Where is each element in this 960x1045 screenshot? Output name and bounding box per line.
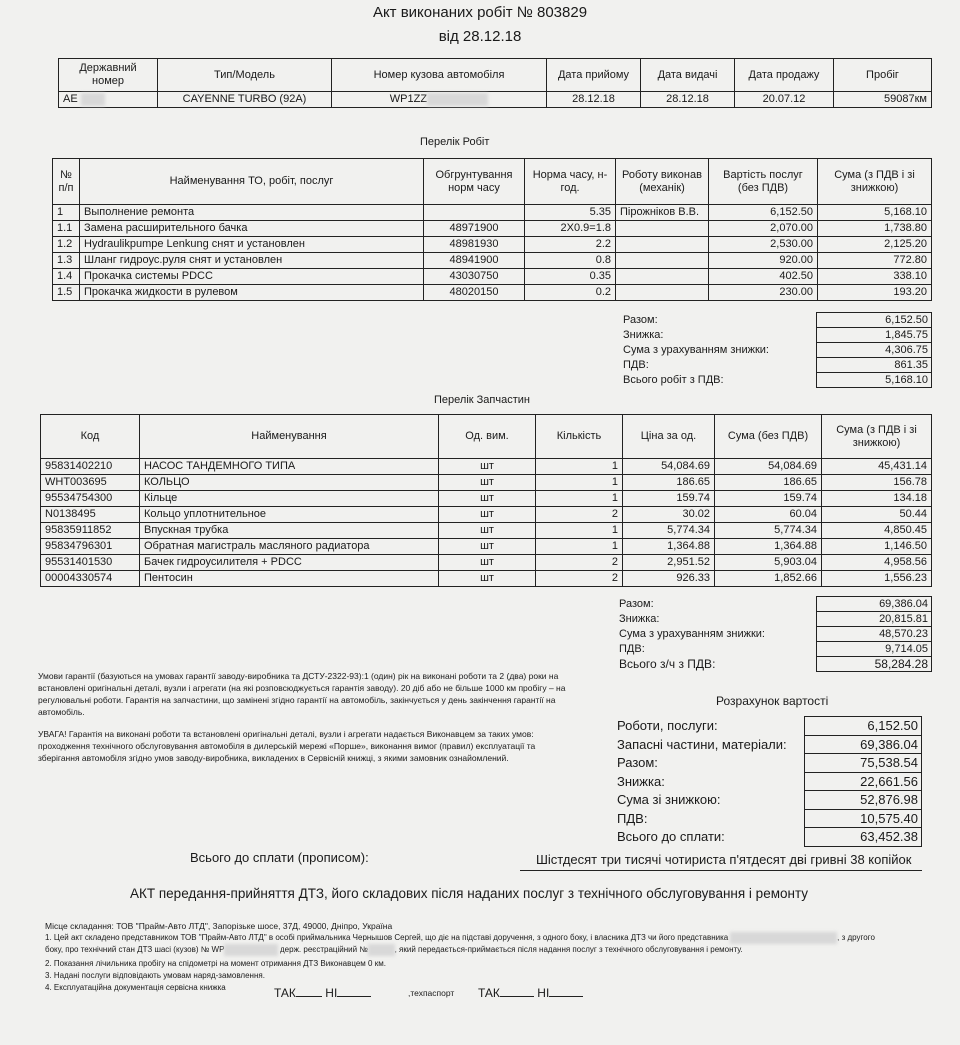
works-cell xyxy=(424,205,525,221)
act-date: від 28.12.18 xyxy=(438,28,522,45)
yes-blank[interactable] xyxy=(500,996,534,997)
transfer-item-2: 2. Показання лічильника пробігу на спідометрі на момент отримання ДТЗ Виконавцем 0 км. xyxy=(45,959,386,968)
works-cell: 2.2 xyxy=(525,237,616,253)
warranty-terms: Умови гарантії (базуються на умовах гарантії заводу-виробника та ДСТУ-2322-93):1 (один) рік на виконані роботи та 2 (два) роки на встановлені оригінальні деталі, вузли і агрегати (на які розповсюджується гарантія заводу). 20 діб або не більше 1000 км пробігу – на регулювальні роботи. Гарантія на запчастини, що замінені згідно гарантії на автомобіль, закінчується у день закінчення гарантії на автомобіль. xyxy=(38,671,566,717)
parts-cell: 50.44 xyxy=(822,507,932,523)
parts-cell: 60.04 xyxy=(715,507,822,523)
parts-cell: 00004330574 xyxy=(41,571,140,587)
works-summary-label: Сума з урахуванням знижки: xyxy=(623,344,769,356)
passport-checkbox-row xyxy=(478,986,583,1000)
yes-label: ТАК xyxy=(478,986,500,1000)
parts-cell: 95834796301 xyxy=(41,539,140,555)
works-cell: 193.20 xyxy=(818,285,932,301)
calc-label: Разом: xyxy=(617,755,658,770)
works-cell: Замена расширительного бачка xyxy=(80,221,424,237)
works-cell: 2,125.20 xyxy=(818,237,932,253)
works-cell: 0.35 xyxy=(525,269,616,285)
parts-cell: 1,556.23 xyxy=(822,571,932,587)
transfer-title: АКТ передання-прийняття ДТЗ, його складових після наданих послуг з технічного обслуговування і ремонту xyxy=(130,886,809,901)
parts-col-code: Код xyxy=(41,415,140,459)
works-col-num: № п/п xyxy=(53,159,80,205)
calc-value: 52,876.98 xyxy=(805,791,922,810)
act-title: Акт виконаних робіт № 803829 xyxy=(372,4,588,21)
parts-cell: 1 xyxy=(536,475,623,491)
vehicle-issued-date: 28.12.18 xyxy=(641,92,735,108)
works-cell xyxy=(616,285,709,301)
works-cell: Прокачка системы PDCC xyxy=(80,269,424,285)
calc-value: 10,575.40 xyxy=(805,809,922,828)
parts-col-unit: Од. вим. xyxy=(439,415,536,459)
works-cell: 48981930 xyxy=(424,237,525,253)
parts-summary-value: 20,815.81 xyxy=(817,612,932,627)
total-words-underline xyxy=(520,870,922,871)
works-summary-label: Разом: xyxy=(623,314,658,326)
parts-cell: 156.78 xyxy=(822,475,932,491)
calc-value: 6,152.50 xyxy=(805,717,922,736)
works-cell: 48971900 xyxy=(424,221,525,237)
docs-checkbox-row xyxy=(274,986,371,1000)
transfer-place: Місце складання: ТОВ "Прайм-Авто ЛТД", Запорізьке шосе, 37Д, 49000, Дніпро, Україна xyxy=(45,921,393,931)
parts-cell: КОЛЬЦО xyxy=(140,475,439,491)
parts-summary-label: Знижка: xyxy=(619,613,660,625)
works-summary-label: Всього робіт з ПДВ: xyxy=(623,374,724,386)
works-cell: 0.2 xyxy=(525,285,616,301)
works-summary-value: 4,306.75 xyxy=(817,343,932,358)
parts-col-qty: Кількість xyxy=(536,415,623,459)
parts-cell: 1,852.66 xyxy=(715,571,822,587)
parts-cell: 186.65 xyxy=(715,475,822,491)
works-col-hours: Норма часу, н-год. xyxy=(525,159,616,205)
parts-row xyxy=(41,459,932,475)
vehicle-mileage: 59087км xyxy=(834,92,932,108)
vehicle-table xyxy=(58,58,932,108)
parts-cell: 45,431.14 xyxy=(822,459,932,475)
vehicle-sale-date: 20.07.12 xyxy=(735,92,834,108)
works-col-name: Найменування ТО, робіт, послуг xyxy=(80,159,424,205)
works-col-mechanic: Роботу виконав (механік) xyxy=(616,159,709,205)
parts-cell: Обратная магистраль масляного радиатора xyxy=(140,539,439,555)
parts-summary-value: 48,570.23 xyxy=(817,627,932,642)
works-cell: 1 xyxy=(53,205,80,221)
works-cell: 43030750 xyxy=(424,269,525,285)
parts-cell: 95534754300 xyxy=(41,491,140,507)
parts-cell: Пентосин xyxy=(140,571,439,587)
parts-row xyxy=(41,555,932,571)
parts-col-total: Сума (з ПДВ і зі знижкою) xyxy=(822,415,932,459)
parts-cell: 1,146.50 xyxy=(822,539,932,555)
parts-cell: 95831402210 xyxy=(41,459,140,475)
parts-summary-label: Сума з урахуванням знижки: xyxy=(619,628,765,640)
vehicle-col-vin: Номер кузова автомобіля xyxy=(332,59,547,92)
vehicle-col-plate: Державний номер xyxy=(59,59,158,92)
works-cell xyxy=(616,221,709,237)
parts-cell: шт xyxy=(439,523,536,539)
works-cell: 1,738.80 xyxy=(818,221,932,237)
parts-cell: 926.33 xyxy=(623,571,715,587)
works-cell xyxy=(616,237,709,253)
works-cell: Пірожніков В.В. xyxy=(616,205,709,221)
works-table xyxy=(52,158,932,301)
parts-cell: N0138495 xyxy=(41,507,140,523)
vehicle-col-issued: Дата видачі xyxy=(641,59,735,92)
works-cell: 1.5 xyxy=(53,285,80,301)
parts-summary xyxy=(616,596,932,672)
parts-cell: шт xyxy=(439,507,536,523)
parts-row xyxy=(41,491,932,507)
yes-blank[interactable] xyxy=(296,996,322,997)
parts-cell: шт xyxy=(439,475,536,491)
total-words-value: Шістдесят три тисячі чотириста п'ятдесят дві гривні 38 копійок xyxy=(536,852,912,867)
parts-cell: 30.02 xyxy=(623,507,715,523)
works-cell: Hydraulikpumpe Lenkung снят и установлен xyxy=(80,237,424,253)
works-cell: 402.50 xyxy=(709,269,818,285)
works-cell: 1.1 xyxy=(53,221,80,237)
works-summary-label: Знижка: xyxy=(623,329,664,341)
parts-cell: шт xyxy=(439,571,536,587)
parts-cell: WHT003695 xyxy=(41,475,140,491)
vehicle-received-date: 28.12.18 xyxy=(547,92,641,108)
parts-cell: Кольцо уплотнительное xyxy=(140,507,439,523)
parts-cell: 4,958.56 xyxy=(822,555,932,571)
works-cell: 2,070.00 xyxy=(709,221,818,237)
no-blank[interactable] xyxy=(549,996,583,997)
calculation-title: Розрахунок вартості xyxy=(716,694,829,708)
works-cell: Прокачка жидкости в рулевом xyxy=(80,285,424,301)
parts-cell: 1 xyxy=(536,459,623,475)
no-label: НІ xyxy=(325,986,338,1000)
calc-value: 69,386.04 xyxy=(805,735,922,754)
parts-summary-label: Всього з/ч з ПДВ: xyxy=(619,657,716,671)
works-cell: 0.8 xyxy=(525,253,616,269)
parts-cell: 134.18 xyxy=(822,491,932,507)
vehicle-col-model: Тип/Модель xyxy=(158,59,332,92)
works-row xyxy=(53,253,932,269)
works-cell: 1.4 xyxy=(53,269,80,285)
passport-label: ,техпаспорт xyxy=(408,988,455,998)
works-row xyxy=(53,285,932,301)
warranty-notice: УВАГА! Гарантія на виконані роботи та встановлені оригінальні деталі, вузли і агрегати надається Виконавцем за таких умов: проходження технічного обслуговування автомобіля в дилерській мережі «Порше», виконання вимог (правил) експлуатації та зберігання автомобіля згідно умов заводу-виробника, викладених в Сервісній книжці, з якими замовник ознайомлений. xyxy=(38,729,536,763)
calc-label: Запасні частини, матеріали: xyxy=(617,736,787,752)
works-cell: Шланг гидроус.руля снят и установлен xyxy=(80,253,424,269)
yes-label: ТАК xyxy=(274,986,296,1000)
works-cell: 772.80 xyxy=(818,253,932,269)
parts-col-name: Найменування xyxy=(140,415,439,459)
parts-cell: Впускная трубка xyxy=(140,523,439,539)
calc-value: 63,452.38 xyxy=(805,828,922,847)
parts-cell: 4,850.45 xyxy=(822,523,932,539)
parts-cell: 5,903.04 xyxy=(715,555,822,571)
parts-cell: Бачек гидроусилителя + PDCC xyxy=(140,555,439,571)
works-cell: 230.00 xyxy=(709,285,818,301)
parts-row xyxy=(41,507,932,523)
parts-row xyxy=(41,571,932,587)
parts-col-price: Ціна за од. xyxy=(623,415,715,459)
parts-cell: 2 xyxy=(536,571,623,587)
works-row xyxy=(53,237,932,253)
vehicle-vin: WP1ZZ xyxy=(332,92,547,108)
parts-cell: шт xyxy=(439,459,536,475)
parts-row xyxy=(41,523,932,539)
parts-cell: 1,364.88 xyxy=(715,539,822,555)
parts-cell: 159.74 xyxy=(623,491,715,507)
calc-value: 22,661.56 xyxy=(805,772,922,791)
works-cell: 2,530.00 xyxy=(709,237,818,253)
parts-cell: 2 xyxy=(536,555,623,571)
parts-summary-value: 9,714.05 xyxy=(817,642,932,657)
works-cell: 2X0.9=1.8 xyxy=(525,221,616,237)
calc-label: Знижка: xyxy=(617,773,665,789)
parts-cell: 1 xyxy=(536,491,623,507)
works-title: Перелік Робіт xyxy=(420,136,490,148)
works-col-cost: Вартість послуг (без ПДВ) xyxy=(709,159,818,205)
works-summary-value: 5,168.10 xyxy=(817,373,932,388)
vehicle-col-mileage: Пробіг xyxy=(834,59,932,92)
vehicle-model: CAYENNE TURBO (92A) xyxy=(158,92,332,108)
parts-row xyxy=(41,475,932,491)
parts-cell: 1 xyxy=(536,523,623,539)
works-cell: 1.3 xyxy=(53,253,80,269)
parts-cell: 95835911852 xyxy=(41,523,140,539)
works-cell: 48020150 xyxy=(424,285,525,301)
calculation-table xyxy=(614,716,922,847)
works-cell: Выполнение ремонта xyxy=(80,205,424,221)
works-cell: 5.35 xyxy=(525,205,616,221)
calc-label: Роботи, послуги: xyxy=(617,718,718,733)
parts-summary-label: Разом: xyxy=(619,598,654,610)
transfer-item-3: 3. Надані послуги відповідають умовам наряд-замовлення. xyxy=(45,971,265,980)
vehicle-plate: АЕ xyxy=(59,92,158,108)
calc-label: ПДВ: xyxy=(617,810,648,826)
works-cell: 5,168.10 xyxy=(818,205,932,221)
works-cell: 1.2 xyxy=(53,237,80,253)
parts-cell: НАСОС ТАНДЕМНОГО ТИПА xyxy=(140,459,439,475)
vehicle-col-sold: Дата продажу xyxy=(735,59,834,92)
works-row xyxy=(53,221,932,237)
works-cell: 48941900 xyxy=(424,253,525,269)
parts-cell: 95531401530 xyxy=(41,555,140,571)
parts-cell: 1 xyxy=(536,539,623,555)
works-summary xyxy=(620,312,932,388)
parts-title: Перелік Запчастин xyxy=(434,394,530,406)
parts-summary-value: 58,284.28 xyxy=(817,657,932,672)
works-cell xyxy=(616,253,709,269)
works-row xyxy=(53,205,932,221)
parts-cell: 5,774.34 xyxy=(623,523,715,539)
no-label: НІ xyxy=(537,986,550,1000)
works-summary-value: 1,845.75 xyxy=(817,328,932,343)
parts-cell: 54,084.69 xyxy=(715,459,822,475)
parts-cell: шт xyxy=(439,491,536,507)
works-cell: 338.10 xyxy=(818,269,932,285)
parts-cell: 2,951.52 xyxy=(623,555,715,571)
works-row xyxy=(53,269,932,285)
works-col-basis: Обгрунтування норм часу xyxy=(424,159,525,205)
no-blank[interactable] xyxy=(337,996,371,997)
vehicle-col-received: Дата прийому xyxy=(547,59,641,92)
calc-label: Всього до сплати: xyxy=(617,829,725,844)
parts-cell: 54,084.69 xyxy=(623,459,715,475)
parts-cell: 1,364.88 xyxy=(623,539,715,555)
works-col-total: Сума (з ПДВ і зі знижкою) xyxy=(818,159,932,205)
parts-cell: шт xyxy=(439,539,536,555)
works-cell: 920.00 xyxy=(709,253,818,269)
works-cell xyxy=(616,269,709,285)
parts-row xyxy=(41,539,932,555)
parts-summary-value: 69,386.04 xyxy=(817,597,932,612)
parts-col-sum: Сума (без ПДВ) xyxy=(715,415,822,459)
parts-summary-label: ПДВ: xyxy=(619,643,645,655)
works-summary-value: 6,152.50 xyxy=(817,313,932,328)
parts-cell: 186.65 xyxy=(623,475,715,491)
works-summary-label: ПДВ: xyxy=(623,359,649,371)
parts-cell: 2 xyxy=(536,507,623,523)
works-summary-value: 861.35 xyxy=(817,358,932,373)
parts-table xyxy=(40,414,932,587)
calc-value: 75,538.54 xyxy=(805,754,922,773)
parts-cell: 159.74 xyxy=(715,491,822,507)
parts-cell: Кільце xyxy=(140,491,439,507)
transfer-item-1: 1. Цей акт складено представником ТОВ "Прайм-Авто ЛТД" в особі приймальника Чернышов Сергей, що діє на підставі доручення, з одного боку, і власника ДТЗ чи його представника , з другого боку, про технічний стан ДТЗ шасі (кузов) № WP держ. реєстраційний № , який передається-приймається після надання послуг з технічного обслуговування і ремонту. xyxy=(45,933,875,954)
works-cell: 6,152.50 xyxy=(709,205,818,221)
transfer-item-4: 4. Експлуатаційна документація сервісна книжка xyxy=(45,983,226,992)
parts-cell: шт xyxy=(439,555,536,571)
parts-cell: 5,774.34 xyxy=(715,523,822,539)
calc-label: Сума зі знижкою: xyxy=(617,792,721,807)
total-words-label: Всього до сплати (прописом): xyxy=(190,850,369,865)
